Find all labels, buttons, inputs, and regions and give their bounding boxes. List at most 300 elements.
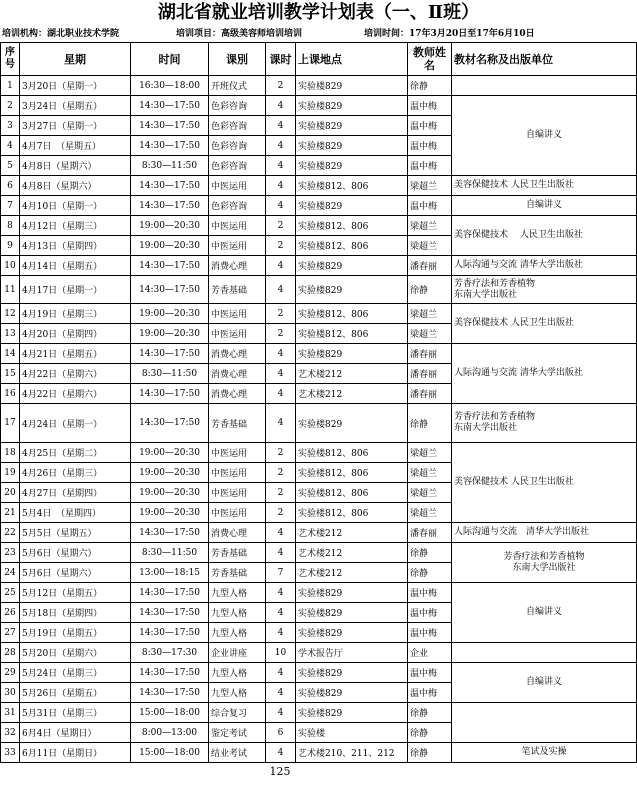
- time-cell: 14:30—17:50: [131, 344, 209, 364]
- place-cell: 实验楼812、806: [296, 304, 408, 324]
- course-cell: 消费心理: [209, 384, 266, 404]
- textbook-line: 人际沟通与交流 清华大学出版社: [454, 527, 590, 537]
- course-cell: 芳香基础: [209, 563, 266, 583]
- hours-cell: 2: [266, 463, 296, 483]
- textbook-line: 美容保健技术 人民卫生出版社: [454, 230, 583, 240]
- date-cell: 4月24日（星期一）: [20, 404, 131, 443]
- textbook-cell: [452, 76, 637, 96]
- course-cell: 中医运用: [209, 483, 266, 503]
- textbook-line: 自编讲义: [525, 677, 562, 687]
- place-cell: 实验楼812、806: [296, 236, 408, 256]
- course-cell: 九型人格: [209, 583, 266, 603]
- hours-cell: 2: [266, 503, 296, 523]
- course-cell: 开班仪式: [209, 76, 266, 96]
- row-number: 8: [1, 216, 20, 236]
- textbook-cell: [452, 276, 637, 304]
- place-cell: 艺术楼212: [296, 543, 408, 563]
- row-number: 14: [1, 344, 20, 364]
- time-cell: 14:30—17:50: [131, 603, 209, 623]
- course-cell: 色彩咨询: [209, 116, 266, 136]
- place-cell: 实验楼812、806: [296, 503, 408, 523]
- time-cell: 14:30—17:50: [131, 683, 209, 703]
- textbook-line: 人际沟通与交流 清华大学出版社: [454, 368, 583, 378]
- place-cell: 实验楼829: [296, 156, 408, 176]
- place-cell: 实验楼829: [296, 623, 408, 643]
- row-number: 10: [1, 256, 20, 276]
- place-cell: 实验楼829: [296, 603, 408, 623]
- teacher-cell: 潘春丽: [408, 256, 452, 276]
- hours-cell: 4: [266, 404, 296, 443]
- row-number: 4: [1, 136, 20, 156]
- hours-cell: 4: [266, 116, 296, 136]
- date-cell: 4月20日（星期四）: [20, 324, 131, 344]
- hours-cell: 4: [266, 344, 296, 364]
- place-cell: 实验楼829: [296, 276, 408, 304]
- course-cell: 消费心理: [209, 344, 266, 364]
- time-cell: 19:00—20:30: [131, 304, 209, 324]
- place-cell: 实验楼812、806: [296, 324, 408, 344]
- hours-cell: 4: [266, 543, 296, 563]
- time-cell: 14:30—17:50: [131, 623, 209, 643]
- teacher-cell: 徐静: [408, 543, 452, 563]
- row-number: 30: [1, 683, 20, 703]
- course-cell: 中医运用: [209, 463, 266, 483]
- schedule-table: [0, 42, 637, 763]
- table-row: [1, 176, 637, 196]
- hours-cell: 4: [266, 583, 296, 603]
- hours-cell: 4: [266, 156, 296, 176]
- teacher-cell: 温中梅: [408, 623, 452, 643]
- course-cell: 中医运用: [209, 443, 266, 463]
- date-cell: 3月27日（星期一）: [20, 116, 131, 136]
- table-row: [1, 523, 637, 543]
- date-cell: 5月19日（星期五）: [20, 623, 131, 643]
- textbook-cell: [452, 523, 637, 543]
- teacher-cell: 徐静: [408, 276, 452, 304]
- time-cell: 14:30—17:50: [131, 276, 209, 304]
- place-cell: 实验楼812、806: [296, 216, 408, 236]
- time-cell: 19:00—20:30: [131, 463, 209, 483]
- textbook-cell: [452, 404, 637, 443]
- date-cell: 4月8日（星期六）: [20, 176, 131, 196]
- teacher-cell: 温中梅: [408, 603, 452, 623]
- place-cell: 实验楼829: [296, 76, 408, 96]
- table-row: [1, 216, 637, 236]
- hours-cell: 4: [266, 96, 296, 116]
- date-cell: 5月4日 （星期四）: [20, 503, 131, 523]
- teacher-cell: 温中梅: [408, 96, 452, 116]
- course-cell: 中医运用: [209, 503, 266, 523]
- textbook-line: 芳香疗法和芳香植物: [454, 278, 536, 289]
- course-cell: 色彩咨询: [209, 136, 266, 156]
- row-number: 29: [1, 663, 20, 683]
- date-cell: 5月12日（星期五）: [20, 583, 131, 603]
- row-number: 9: [1, 236, 20, 256]
- time-cell: 14:30—17:50: [131, 196, 209, 216]
- textbook-cell: [452, 663, 637, 703]
- row-number: 20: [1, 483, 20, 503]
- teacher-cell: 潘春丽: [408, 384, 452, 404]
- table-row: [1, 276, 637, 304]
- period-label: 培训时间：17年3月20日至17年6月10日: [364, 29, 535, 39]
- textbook-cell: [452, 443, 637, 523]
- date-cell: 5月24日（星期三）: [20, 663, 131, 683]
- date-cell: 4月21日（星期五）: [20, 344, 131, 364]
- place-cell: 实验楼829: [296, 663, 408, 683]
- date-cell: 4月10日（星期一）: [20, 196, 131, 216]
- textbook-cell: [452, 344, 637, 404]
- row-number: 5: [1, 156, 20, 176]
- hours-cell: 2: [266, 76, 296, 96]
- textbook-line: 笔试及实操: [521, 747, 567, 757]
- date-cell: 4月22日（星期六）: [20, 364, 131, 384]
- course-cell: 色彩咨询: [209, 196, 266, 216]
- hours-cell: 4: [266, 384, 296, 404]
- teacher-cell: 温中梅: [408, 116, 452, 136]
- place-cell: 实验楼829: [296, 404, 408, 443]
- hours-cell: 2: [266, 483, 296, 503]
- place-cell: 艺术楼212: [296, 364, 408, 384]
- date-cell: 4月19日（星期三）: [20, 304, 131, 324]
- teacher-cell: 梁超兰: [408, 176, 452, 196]
- place-cell: 实验楼812、806: [296, 176, 408, 196]
- time-cell: 19:00—20:30: [131, 236, 209, 256]
- place-cell: 学术报告厅: [296, 643, 408, 663]
- textbook-cell: [452, 703, 637, 743]
- teacher-cell: 徐静: [408, 703, 452, 723]
- textbook-cell: [452, 96, 637, 176]
- row-number: 22: [1, 523, 20, 543]
- time-cell: 13:00—18:15: [131, 563, 209, 583]
- row-number: 7: [1, 196, 20, 216]
- teacher-cell: 徐静: [408, 743, 452, 763]
- time-cell: 14:30—17:50: [131, 116, 209, 136]
- course-cell: 消费心理: [209, 364, 266, 384]
- time-cell: 19:00—20:30: [131, 216, 209, 236]
- hours-cell: 2: [266, 324, 296, 344]
- row-number: 31: [1, 703, 20, 723]
- teacher-cell: 潘春丽: [408, 344, 452, 364]
- course-cell: 芳香基础: [209, 404, 266, 443]
- teacher-cell: 企业: [408, 643, 452, 663]
- place-cell: 实验楼812、806: [296, 443, 408, 463]
- hours-cell: 7: [266, 563, 296, 583]
- teacher-cell: 温中梅: [408, 583, 452, 603]
- table-row: [1, 703, 637, 723]
- course-cell: 中医运用: [209, 216, 266, 236]
- table-row: [1, 76, 637, 96]
- place-cell: 实验楼812、806: [296, 463, 408, 483]
- textbook-line: 自编讲义: [525, 607, 562, 617]
- teacher-cell: 潘春丽: [408, 523, 452, 543]
- time-cell: 14:30—17:50: [131, 384, 209, 404]
- teacher-cell: 梁超兰: [408, 483, 452, 503]
- textbook-cell: [452, 196, 637, 216]
- course-cell: 九型人格: [209, 623, 266, 643]
- teacher-cell: 温中梅: [408, 156, 452, 176]
- row-number: 21: [1, 503, 20, 523]
- date-cell: 6月4日（星期日）: [20, 723, 131, 743]
- date-cell: 4月13日（星期四）: [20, 236, 131, 256]
- row-number: 26: [1, 603, 20, 623]
- row-number: 15: [1, 364, 20, 384]
- time-cell: 19:00—20:30: [131, 483, 209, 503]
- hours-cell: 4: [266, 523, 296, 543]
- col-header-hours: 课时: [266, 43, 296, 76]
- hours-cell: 4: [266, 176, 296, 196]
- place-cell: 实验楼829: [296, 583, 408, 603]
- date-cell: 5月20日（星期六）: [20, 643, 131, 663]
- col-header-textbook: 教材名称及出版单位: [452, 43, 637, 76]
- teacher-cell: 温中梅: [408, 136, 452, 156]
- project-label: 培训项目：高级美容师培训培训: [176, 29, 303, 39]
- row-number: 3: [1, 116, 20, 136]
- teacher-cell: 潘春丽: [408, 364, 452, 384]
- textbook-cell: [452, 643, 637, 663]
- place-cell: 实验楼812、806: [296, 483, 408, 503]
- teacher-cell: 梁超兰: [408, 216, 452, 236]
- hours-cell: 2: [266, 236, 296, 256]
- row-number: 28: [1, 643, 20, 663]
- row-number: 24: [1, 563, 20, 583]
- course-cell: 九型人格: [209, 663, 266, 683]
- time-cell: 14:30—17:50: [131, 663, 209, 683]
- course-cell: 中医运用: [209, 176, 266, 196]
- course-cell: 消费心理: [209, 256, 266, 276]
- time-cell: 15:00—18:00: [131, 743, 209, 763]
- hours-cell: 4: [266, 743, 296, 763]
- course-cell: 结业考试: [209, 743, 266, 763]
- hours-cell: 4: [266, 663, 296, 683]
- place-cell: 艺术楼212: [296, 563, 408, 583]
- textbook-line: 芳香疗法和芳香植物: [503, 551, 585, 562]
- teacher-cell: 徐静: [408, 404, 452, 443]
- row-number: 1: [1, 76, 20, 96]
- table-row: [1, 96, 637, 116]
- table-header-row: [1, 43, 637, 76]
- institution-label: 培训机构：湖北职业技术学院: [2, 29, 120, 39]
- course-cell: 九型人格: [209, 683, 266, 703]
- hours-cell: 4: [266, 364, 296, 384]
- table-row: [1, 663, 637, 683]
- teacher-cell: 温中梅: [408, 196, 452, 216]
- textbook-cell: [452, 583, 637, 643]
- hours-cell: 4: [266, 703, 296, 723]
- date-cell: 4月12日（星期三）: [20, 216, 131, 236]
- teacher-cell: 梁超兰: [408, 443, 452, 463]
- textbook-line: 东南大学出版社: [512, 562, 576, 573]
- hours-cell: 2: [266, 304, 296, 324]
- course-cell: 中医运用: [209, 304, 266, 324]
- row-number: 17: [1, 404, 20, 443]
- time-cell: 8:30—11:50: [131, 364, 209, 384]
- time-cell: 14:30—17:50: [131, 404, 209, 443]
- course-cell: 鉴定考试: [209, 723, 266, 743]
- place-cell: 实验楼: [296, 723, 408, 743]
- hours-cell: 10: [266, 643, 296, 663]
- table-row: [1, 443, 637, 463]
- table-row: [1, 256, 637, 276]
- row-number: 33: [1, 743, 20, 763]
- place-cell: 实验楼829: [296, 683, 408, 703]
- textbook-cell: [452, 743, 637, 763]
- table-row: [1, 543, 637, 563]
- table-row: [1, 344, 637, 364]
- hours-cell: 4: [266, 623, 296, 643]
- textbook-line: 自编讲义: [525, 200, 562, 210]
- teacher-cell: 梁超兰: [408, 236, 452, 256]
- time-cell: 8:00—13:00: [131, 723, 209, 743]
- time-cell: 19:00—20:30: [131, 443, 209, 463]
- course-cell: 色彩咨询: [209, 96, 266, 116]
- row-number: 23: [1, 543, 20, 563]
- col-header-place: 上课地点: [296, 43, 408, 76]
- teacher-cell: 温中梅: [408, 683, 452, 703]
- date-cell: 3月24日（星期五）: [20, 96, 131, 116]
- date-cell: 5月18日（星期四）: [20, 603, 131, 623]
- time-cell: 16:30—18:00: [131, 76, 209, 96]
- place-cell: 实验楼829: [296, 344, 408, 364]
- textbook-cell: [452, 216, 637, 256]
- row-number: 27: [1, 623, 20, 643]
- table-row: [1, 643, 637, 663]
- hours-cell: 4: [266, 276, 296, 304]
- course-cell: 企业讲座: [209, 643, 266, 663]
- time-cell: 15:00—18:00: [131, 703, 209, 723]
- course-cell: 中医运用: [209, 324, 266, 344]
- course-cell: 中医运用: [209, 236, 266, 256]
- place-cell: 艺术楼212: [296, 523, 408, 543]
- date-cell: 4月8日（星期六）: [20, 156, 131, 176]
- course-cell: 九型人格: [209, 603, 266, 623]
- textbook-line: 人际沟通与交流 清华大学出版社: [454, 260, 583, 270]
- row-number: 16: [1, 384, 20, 404]
- teacher-cell: 温中梅: [408, 663, 452, 683]
- textbook-cell: [452, 304, 637, 344]
- table-row: [1, 404, 637, 443]
- date-cell: 5月26日（星期五）: [20, 683, 131, 703]
- time-cell: 14:30—17:50: [131, 136, 209, 156]
- textbook-cell: [452, 543, 637, 583]
- col-header-teacher: 教师姓名: [408, 43, 452, 76]
- date-cell: 4月22日（星期六）: [20, 384, 131, 404]
- time-cell: 14:30—17:50: [131, 523, 209, 543]
- time-cell: 8:30—11:50: [131, 543, 209, 563]
- col-header-no: 序号: [1, 43, 20, 76]
- course-cell: 芳香基础: [209, 276, 266, 304]
- row-number: 11: [1, 276, 20, 304]
- col-header-date: 星期: [20, 43, 131, 76]
- date-cell: 3月20日（星期一）: [20, 76, 131, 96]
- row-number: 6: [1, 176, 20, 196]
- place-cell: 艺术楼212: [296, 384, 408, 404]
- textbook-line: 东南大学出版社: [454, 289, 518, 300]
- page-title: 湖北省就业培训教学计划表（一、Ⅱ班）: [157, 2, 480, 23]
- date-cell: 4月14日（星期五）: [20, 256, 131, 276]
- table-row: [1, 304, 637, 324]
- place-cell: 实验楼829: [296, 136, 408, 156]
- hours-cell: 4: [266, 256, 296, 276]
- hours-cell: 4: [266, 683, 296, 703]
- date-cell: 5月5日（星期五）: [20, 523, 131, 543]
- hours-cell: 4: [266, 136, 296, 156]
- teacher-cell: 徐静: [408, 563, 452, 583]
- course-cell: 色彩咨询: [209, 156, 266, 176]
- row-number: 2: [1, 96, 20, 116]
- teacher-cell: 梁超兰: [408, 463, 452, 483]
- row-number: 25: [1, 583, 20, 603]
- date-cell: 5月31日（星期三）: [20, 703, 131, 723]
- table-row: [1, 743, 637, 763]
- place-cell: 实验楼829: [296, 256, 408, 276]
- textbook-line: 芳香疗法和芳香植物: [454, 412, 536, 422]
- textbook-line: 美容保健技术 人民卫生出版社: [454, 477, 574, 487]
- row-number: 32: [1, 723, 20, 743]
- teacher-cell: 梁超兰: [408, 304, 452, 324]
- date-cell: 4月7日 （星期五）: [20, 136, 131, 156]
- date-cell: 4月27日（星期四）: [20, 483, 131, 503]
- time-cell: 8:30—17:30: [131, 643, 209, 663]
- time-cell: 8:30—11:50: [131, 156, 209, 176]
- hours-cell: 2: [266, 216, 296, 236]
- row-number: 18: [1, 443, 20, 463]
- row-number: 13: [1, 324, 20, 344]
- textbook-line: 美容保健技术 人民卫生出版社: [454, 180, 574, 190]
- course-cell: 综合复习: [209, 703, 266, 723]
- time-cell: 14:30—17:50: [131, 256, 209, 276]
- date-cell: 4月26日（星期三）: [20, 463, 131, 483]
- time-cell: 19:00—20:30: [131, 503, 209, 523]
- hours-cell: 2: [266, 443, 296, 463]
- teacher-cell: 梁超兰: [408, 503, 452, 523]
- col-header-course: 课別: [209, 43, 266, 76]
- place-cell: 实验楼829: [296, 96, 408, 116]
- textbook-cell: [452, 256, 637, 276]
- hours-cell: 6: [266, 723, 296, 743]
- hours-cell: 4: [266, 196, 296, 216]
- hours-cell: 4: [266, 603, 296, 623]
- date-cell: 5月6日（星期六）: [20, 563, 131, 583]
- time-cell: 19:00—20:30: [131, 324, 209, 344]
- row-number: 19: [1, 463, 20, 483]
- place-cell: 实验楼829: [296, 703, 408, 723]
- course-cell: 芳香基础: [209, 543, 266, 563]
- date-cell: 5月6日（星期六）: [20, 543, 131, 563]
- row-number: 12: [1, 304, 20, 324]
- col-header-time: 时间: [131, 43, 209, 76]
- time-cell: 14:30—17:50: [131, 583, 209, 603]
- textbook-cell: [452, 176, 637, 196]
- teacher-cell: 徐静: [408, 723, 452, 743]
- teacher-cell: 梁超兰: [408, 324, 452, 344]
- date-cell: 4月17日（星期一）: [20, 276, 131, 304]
- time-cell: 14:30—17:50: [131, 176, 209, 196]
- table-row: [1, 196, 637, 216]
- date-cell: 4月25日（星期二）: [20, 443, 131, 463]
- textbook-line: 东南大学出版社: [454, 423, 518, 433]
- page-number: 125: [269, 765, 291, 778]
- training-info-line: [0, 26, 637, 40]
- textbook-line: 美容保健技术 人民卫生出版社: [454, 318, 574, 328]
- textbook-line: 自编讲义: [525, 130, 562, 140]
- course-cell: 消费心理: [209, 523, 266, 543]
- time-cell: 14:30—17:50: [131, 96, 209, 116]
- date-cell: 6月11日（星期日）: [20, 743, 131, 763]
- table-row: [1, 583, 637, 603]
- place-cell: 艺术楼210、211、212: [296, 743, 408, 763]
- teacher-cell: 徐静: [408, 76, 452, 96]
- place-cell: 实验楼829: [296, 196, 408, 216]
